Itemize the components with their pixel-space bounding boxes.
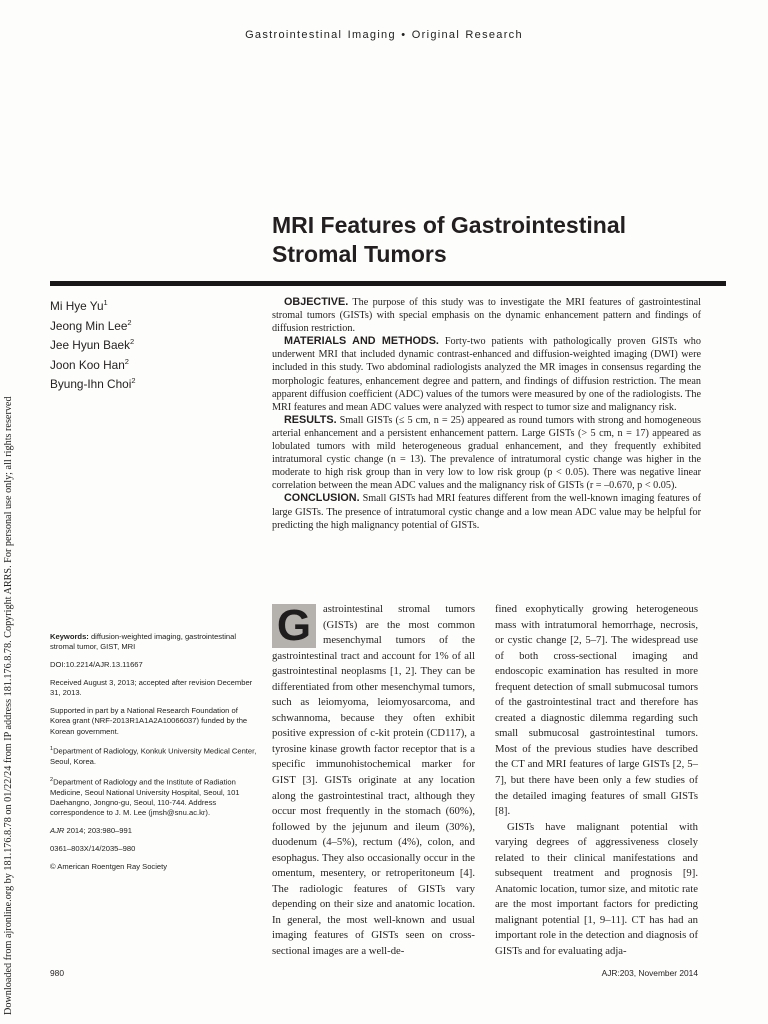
author: Joon Koo Han$^2$ — [50, 356, 129, 372]
article-title — [272, 211, 742, 269]
download-notice-sidebar — [2, 195, 16, 1015]
methods-label: MATERIALS AND METHODS. — [284, 335, 439, 348]
body-column-1 — [272, 602, 475, 960]
funding-note: Supported in part by a National Research Foundation of Korea grant (NRF-2013R1A1A2A10066037) funded by the Korean government. — [50, 705, 248, 736]
abstract — [272, 296, 701, 532]
article-title-line1: MRI Features of Gastrointestinal — [272, 212, 627, 238]
drop-cap: G — [272, 604, 316, 648]
objective-label: OBJECTIVE. — [284, 296, 349, 308]
body-paragraph: G astrointestinal stromal tumors (GISTs) are the most common mesenchymal tumors of the gastrointestinal tract and account for 1% of all gastrointestinal neoplasms [1, 2]. They can be differentiated from other mesenchymal tumors, such as leiomyoma, leiomyosarcoma, and schwannoma, because they often exhibit positive expression of c-kit protein (CD117), a tyrosine kinase growth factor receptor that is a specific immunohistochemical marker for GIST [3]. GISTs originate at any location along the gastrointestinal tract, although they occur most frequently in the stomach (60%), followed by the jejunum and ileum (30%), duodenum (4–5%), rectum (4%), colon, and esophagus. They also occasionally occur in the omentum, mesentery, or retroperitoneum [4]. The radiologic features of GISTs vary depending on their size and anatomic location. In general, the most well-known and usual imaging features of GISTs seen on cross-sectional images are a well-de- — [272, 601, 475, 958]
issn: 0361–803X/14/2035–980 — [50, 844, 136, 854]
author: Jeong Min Lee$^2$ — [50, 317, 132, 333]
body-column-2 — [495, 602, 698, 960]
affiliation-1: $^1$Department of Radiology, Konkuk University Medical Center, Seoul, Korea. — [50, 746, 257, 767]
abstract-conclusion: CONCLUSION. Small GISTs had MRI features different from the well-known imaging features of large GISTs. The presence of intratumoral cystic change and a low mean ADC value may be helpful for predicting the high malignancy potential of GISTs. — [272, 492, 701, 531]
doi: DOI:10.2214/AJR.13.11667 — [50, 660, 143, 670]
page-number: 980 — [50, 968, 64, 978]
copyright: © American Roentgen Ray Society — [50, 861, 168, 871]
abstract-methods: MATERIALS AND METHODS. Forty-two patients with pathologically proven GISTs who underwent MRI that included dynamic contrast-enhanced and diffusion-weighted imaging (DWI) were included in this study. Two abdominal radiologists analyzed the MR images in consensus regarding the morphologic features, enhancement degree and pattern, and findings of diffusion restriction. The mean apparent diffusion coefficient (ADC) values of the tumors were measured by one of the radiologists. The MRI features and mean ADC values were analyzed with respect to tumor size and malignancy risk. — [272, 335, 701, 413]
keywords: Keywords: diffusion-weighted imaging, gastrointestinal stromal tumor, GIST, MRI — [50, 632, 237, 652]
article-metadata — [50, 632, 260, 880]
received-dates: Received August 3, 2013; accepted after revision December 31, 2013. — [50, 677, 253, 698]
article-title-line2: Stromal Tumors — [272, 241, 447, 267]
abstract-results: RESULTS. Small GISTs (≤ 5 cm, n = 25) appeared as round tumors with strong and homogeneous arterial enhancement and a persistent enhancement pattern. Large GISTs (> 5 cm, n = 17) appeared as lobulated tumors with mild heterogeneous gradual enhancement, and they frequently exhibited intratumoral cystic change (n = 13). The prevalence of intratumoral cystic change was higher in the moderate to high risk group than in very low to low risk group (p < 0.05). There was negative linear correlation between the mean ADC values and the malignancy risk of GISTs (r = –0.670, p < 0.05). — [272, 413, 701, 492]
body-paragraph: GISTs have malignant potential with varying degrees of aggressiveness closely related to their clinical manifestations and subsequent treatment and prognosis [9]. Anatomic location, tumor size, and mitotic rate are the most important factors for predicting malignant potential [1, 9–11]. CT has had an important role in the detection and diagnosis of GISTs and for evaluating adja- — [495, 820, 698, 958]
journal-issue: AJR:203, November 2014 — [601, 968, 698, 978]
conclusion-label: CONCLUSION. — [284, 492, 360, 505]
title-rule — [50, 281, 726, 286]
running-head: Gastrointestinal Imaging • Original Research — [245, 29, 523, 41]
abstract-objective: OBJECTIVE. The purpose of this study was to investigate the MRI features of gastrointestinal stromal tumors (GISTs) with special emphasis on the dynamic enhancement pattern and findings of diffusion restriction. — [272, 296, 701, 335]
results-label: RESULTS. — [284, 413, 337, 426]
affiliation-2: $^2$Department of Radiology and the Institute of Radiation Medicine, Seoul National University Hospital, Seoul, 101 Daehangno, Jongno-gu, Seoul, 110-744. Address correspondence to J. M. Lee (jmsh@snu.ac.kr). — [50, 777, 240, 818]
body-paragraph: fined exophytically growing heterogeneous mass with intratumoral hemorrhage, necrosis, or cystic change [2, 5–7]. The widespread use of both cross-sectional imaging and endoscopic examination has resulted in more frequent detection of small submucosal tumors of the gastrointestinal tract and therefore has created a diagnostic dilemma regarding such small submucosal gastrointestinal tumors. Most of the previous studies have described the CT and MRI features of large GISTs [2, 5–7], but there have been only a few studies of the detailed imaging features of small GISTs [8]. — [495, 603, 698, 818]
author: Byung-Ihn Choi$^2$ — [50, 376, 136, 391]
download-notice: Downloaded from ajronline.org by 181.176.8.78 on 01/22/24 from IP address 181.176.8.78. Copyright ARRS. For personal use only; all rights reserved — [3, 396, 14, 1015]
author: Jee Hyun Baek$^2$ — [50, 337, 135, 352]
author: Mi Hye Yu$^1$ — [50, 298, 108, 313]
citation: AJR 2014; 203:980–991 — [50, 826, 132, 836]
author-list — [50, 295, 250, 393]
